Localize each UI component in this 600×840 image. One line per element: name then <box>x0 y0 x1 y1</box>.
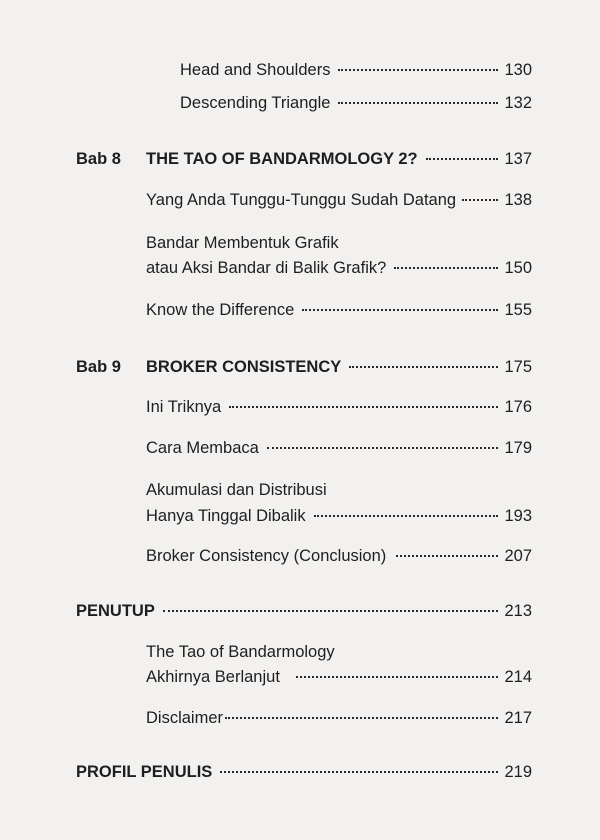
dot-leader <box>338 69 498 71</box>
chapter-number: Bab 9 <box>76 358 121 376</box>
toc-entry <box>146 397 532 417</box>
toc-entry-page: 219 <box>504 763 532 781</box>
toc-entry-title: atau Aksi Bandar di Balik Grafik? <box>146 259 387 277</box>
toc-entry-page: 217 <box>504 709 532 727</box>
dot-leader <box>220 771 498 773</box>
toc-entry <box>180 93 532 113</box>
toc-entry <box>146 506 532 526</box>
toc-entry-page: 179 <box>504 439 532 457</box>
toc-entry-page: 150 <box>504 259 532 277</box>
toc-entry-page: 176 <box>504 398 532 416</box>
toc-entry-page: 137 <box>504 150 532 168</box>
toc-entry <box>180 60 532 80</box>
dot-leader <box>396 555 498 557</box>
toc-entry-title: PENUTUP <box>76 602 155 620</box>
toc-entry-page: 138 <box>504 191 532 209</box>
toc-entry-title: Ini Triknya <box>146 398 222 416</box>
dot-leader <box>225 717 498 719</box>
toc-entry-page: 193 <box>504 507 532 525</box>
toc-entry-page: 207 <box>504 547 532 565</box>
toc-entry-title: Know the Difference <box>146 301 295 319</box>
toc-entry-page: 155 <box>504 301 532 319</box>
toc-entry <box>146 708 532 728</box>
toc-entry-page: 132 <box>504 94 532 112</box>
toc-entry-title-line1: Akumulasi dan Distribusi <box>146 481 327 499</box>
toc-entry-title: Disclaimer <box>146 709 224 727</box>
toc-entry <box>146 546 532 566</box>
toc-entry-title: Hanya Tinggal Dibalik <box>146 507 306 525</box>
dot-leader <box>426 158 499 160</box>
toc-entry-page: 214 <box>504 668 532 686</box>
toc-entry-title: Yang Anda Tunggu-Tunggu Sudah Datang <box>146 191 457 209</box>
toc-entry-page: 175 <box>504 358 532 376</box>
toc-entry-title: Descending Triangle <box>180 94 331 112</box>
toc-entry <box>146 190 532 210</box>
dot-leader <box>302 309 498 311</box>
toc-entry-title: THE TAO OF BANDARMOLOGY 2? <box>146 150 418 168</box>
toc-chapter-entry <box>146 149 532 169</box>
toc-entry-title-line1: Bandar Membentuk Grafik <box>146 234 339 252</box>
chapter-number: Bab 8 <box>76 150 121 168</box>
dot-leader <box>338 102 498 104</box>
dot-leader <box>163 610 499 612</box>
dot-leader <box>267 447 499 449</box>
toc-entry <box>146 300 532 320</box>
toc-chapter-entry <box>146 357 532 377</box>
toc-entry-title: Head and Shoulders <box>180 61 331 79</box>
toc-entry <box>146 258 532 278</box>
toc-entry-page: 130 <box>504 61 532 79</box>
toc-entry-title: Broker Consistency (Conclusion) <box>146 547 387 565</box>
toc-entry-title: BROKER CONSISTENCY <box>146 358 342 376</box>
dot-leader <box>462 199 498 201</box>
dot-leader <box>314 515 499 517</box>
toc-entry-title: Akhirnya Berlanjut <box>146 668 280 686</box>
toc-entry <box>146 667 532 687</box>
toc-entry-title: PROFIL PENULIS <box>76 763 213 781</box>
toc-entry-page: 213 <box>504 602 532 620</box>
toc-section-entry <box>76 762 532 782</box>
toc-entry <box>146 438 532 458</box>
toc-section-entry <box>76 601 532 621</box>
toc-entry-title-line1: The Tao of Bandarmology <box>146 643 335 661</box>
dot-leader <box>296 676 499 678</box>
dot-leader <box>394 267 498 269</box>
toc-entry-title: Cara Membaca <box>146 439 259 457</box>
dot-leader <box>229 406 498 408</box>
dot-leader <box>349 366 498 368</box>
